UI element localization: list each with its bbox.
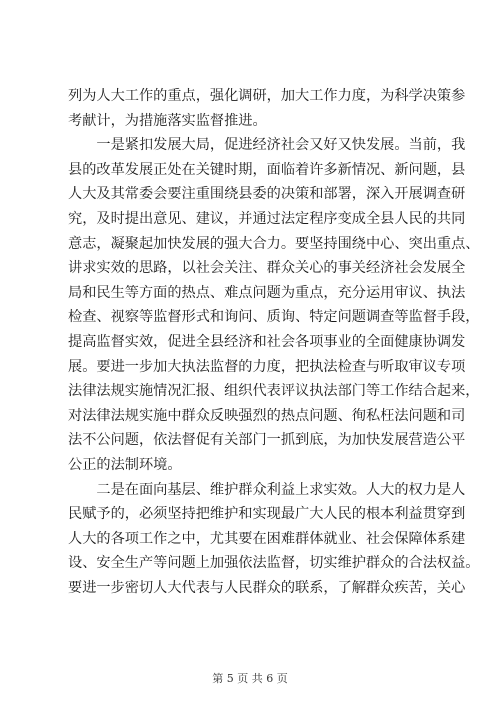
text-line: 究，及时提出意见、建议，并通过法定程序变成全县人民的共同: [68, 210, 466, 227]
text-line: 民赋予的，必须坚持把维护和实现最广大人民的根本利益贯穿到: [68, 506, 466, 523]
text-line: 人大的各项工作之中，尤其要在困难群体就业、社会保障体系建: [68, 530, 466, 547]
text-line: 二是在面向基层、维护群众利益上求实效。人大的权力是人: [68, 481, 466, 498]
text-line: 检查、视察等监督形式和询问、质询、特定问题调查等监督手段，: [68, 309, 480, 326]
text-line: 意志，凝聚起加快发展的强大合力。要坚持围绕中心、突出重点、: [68, 235, 480, 252]
text-line: 提高监督实效，促进全县经济和社会各项事业的全面健康协调发: [68, 333, 466, 350]
text-line: 对法律法规实施中群众反映强烈的热点问题、徇私枉法问题和司: [68, 407, 466, 424]
text-line: 考献计，为措施落实监督推进。: [68, 112, 267, 129]
text-line: 法律法规实施情况汇报、组织代表评议执法部门等工作结合起来，: [68, 383, 480, 400]
text-line: 列为人大工作的重点，强化调研，加大工作力度，为科学决策参: [68, 88, 466, 104]
text-line: 设、安全生产等问题上加强依法监督，切实维护群众的合法权益。: [68, 555, 480, 572]
page-footer: 第 5 页 共 6 页: [212, 672, 288, 685]
text-line: 人大及其常委会要注重围绕县委的决策和部署，深入开展调查研: [68, 186, 466, 203]
text-line: 局和民生等方面的热点、难点问题为重点，充分运用审议、执法: [68, 284, 466, 301]
text-line: 公正的法制环境。: [68, 456, 182, 473]
text-line: 一是紧扣发展大局，促进经济社会又好又快发展。当前，我: [68, 137, 466, 154]
text-line: 县的改革发展正处在关键时期，面临着许多新情况、新问题，县: [68, 161, 466, 178]
text-line: 展。要进一步加大执法监督的力度，把执法检查与听取审议专项: [68, 358, 466, 375]
text-line: 法不公问题，依法督促有关部门一抓到底，为加快发展营造公平: [68, 432, 466, 449]
text-line: 讲求实效的思路，以社会关注、群众关心的事关经济社会发展全: [68, 260, 466, 277]
text-line: 要进一步密切人大代表与人民群众的联系，了解群众疾苦，关心: [68, 579, 466, 596]
body-text: [68, 84, 480, 600]
